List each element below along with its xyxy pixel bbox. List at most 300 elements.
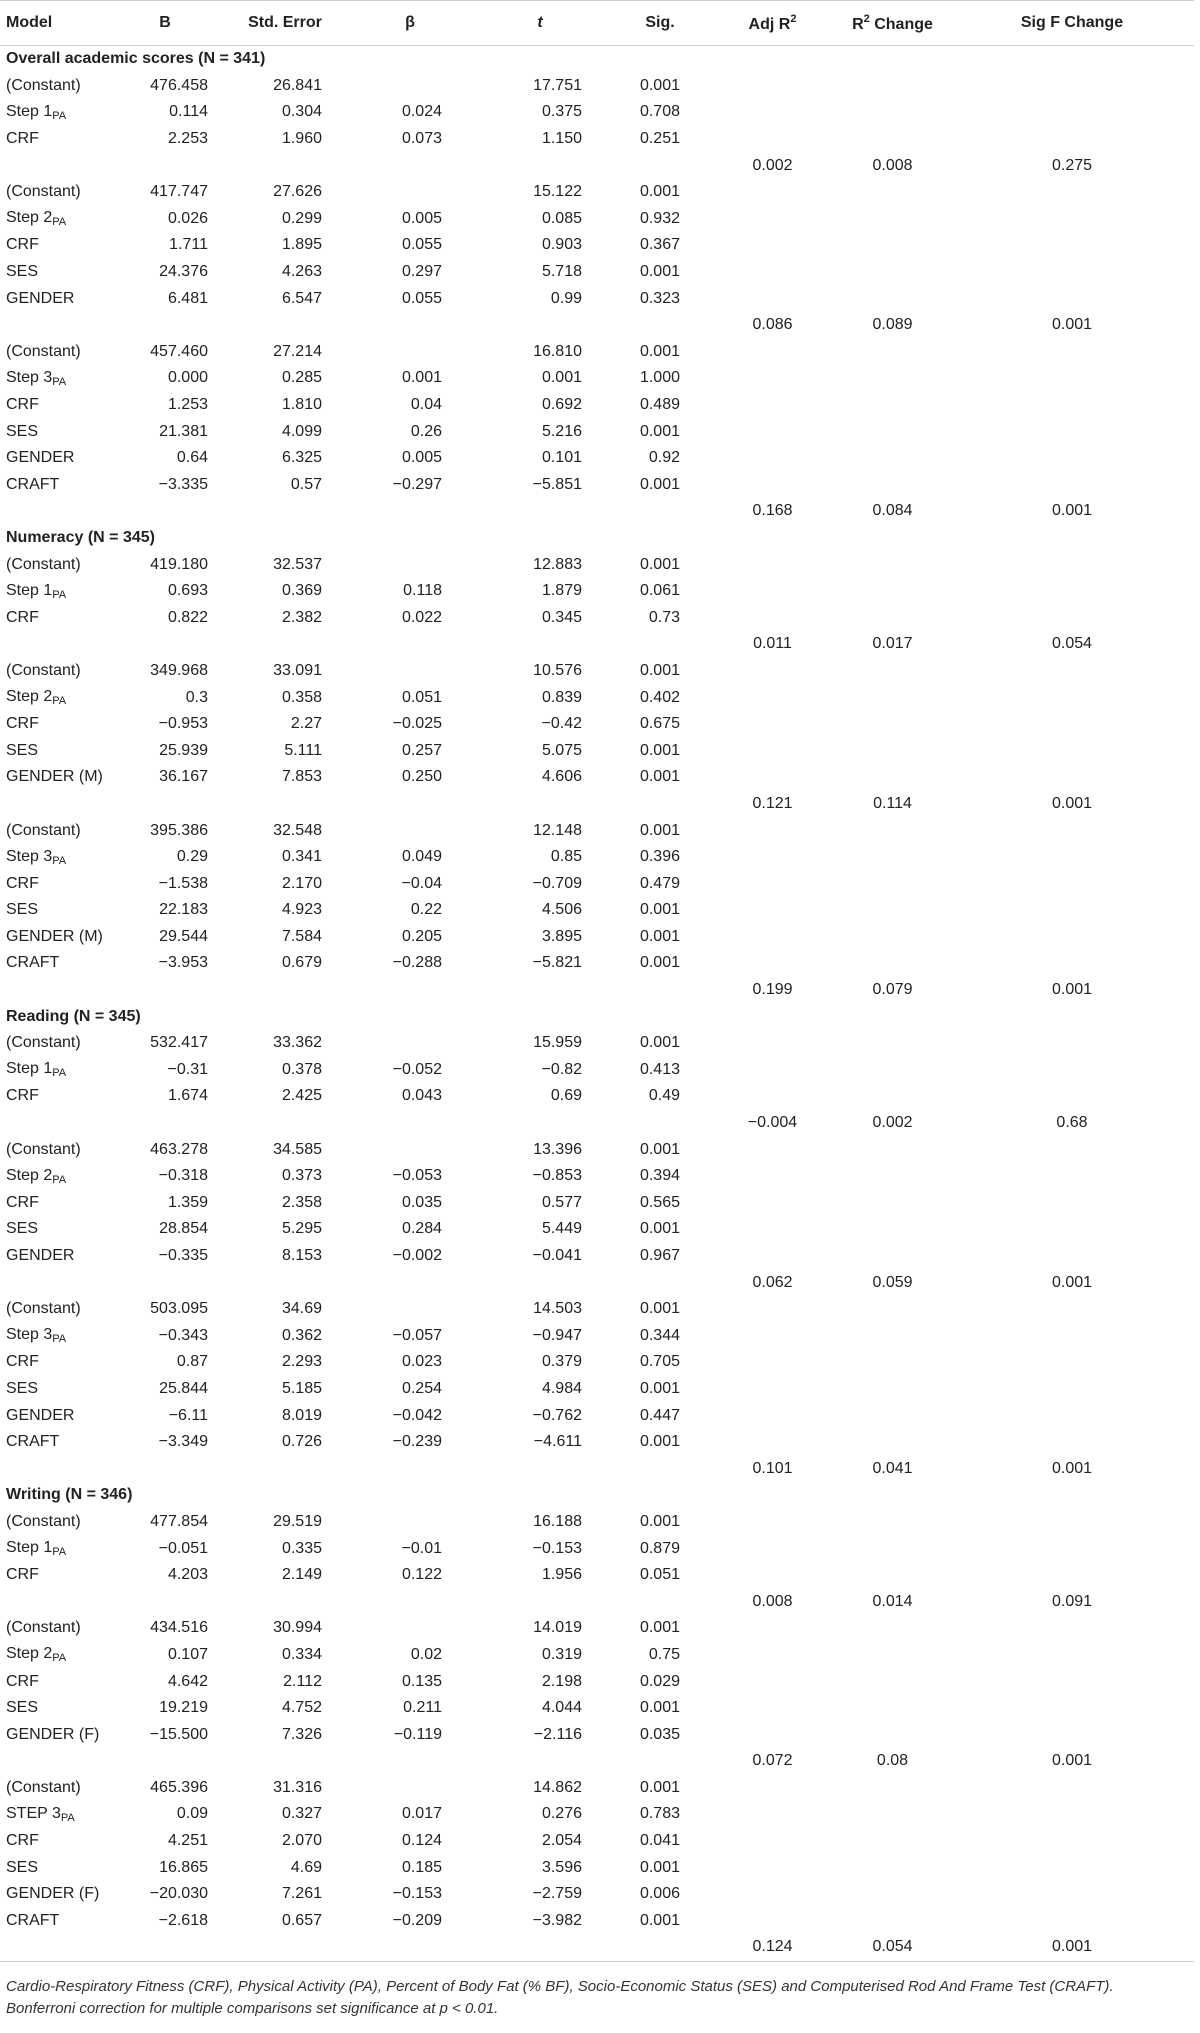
cell-b: 419.180: [150, 555, 208, 573]
table-row: [0, 99, 1194, 126]
cell-beta: 0.02: [410, 1645, 442, 1663]
cell-t: −4.611: [533, 1433, 582, 1451]
cell-empty: [710, 684, 835, 711]
cell-adj-r2: 0.124: [710, 1934, 835, 1961]
cell-b: 417.747: [150, 183, 208, 201]
cell-t: 0.001: [541, 369, 582, 387]
cell-sig: 0.001: [639, 263, 680, 281]
cell-sig: 0.001: [639, 1699, 680, 1717]
cell-empty: [950, 684, 1194, 711]
cell-b: 0.107: [167, 1645, 208, 1663]
cell-std-error: 8.019: [281, 1406, 322, 1424]
row-label: [0, 1057, 110, 1084]
row-label: [0, 737, 110, 764]
cell-sig: 0.001: [639, 183, 680, 201]
cell-beta: 0.297: [401, 263, 442, 281]
cell-std-error: 0.358: [281, 688, 322, 706]
table-row: [0, 232, 1194, 259]
cell-empty: [220, 1269, 350, 1296]
cell-sig: 0.323: [639, 289, 680, 307]
cell-empty: [835, 1402, 950, 1429]
cell-b: 1.359: [167, 1193, 208, 1211]
cell-sig: 0.489: [639, 396, 680, 414]
cell-std-error: 4.099: [281, 422, 322, 440]
cell-t: −0.709: [532, 874, 582, 892]
cell-t: −5.851: [532, 475, 582, 493]
row-label-subscript: PA: [52, 695, 67, 708]
table-row: [0, 1881, 1194, 1908]
cell-empty: [950, 764, 1194, 791]
cell-empty: [835, 737, 950, 764]
cell-std-error: 0.726: [281, 1433, 322, 1451]
cell-t: 0.345: [541, 608, 582, 626]
cell-empty: [710, 206, 835, 233]
cell-beta: 0.022: [401, 608, 442, 626]
cell-empty: [950, 206, 1194, 233]
cell-empty: [710, 551, 835, 578]
cell-empty: [950, 1030, 1194, 1057]
cell-empty: [350, 977, 470, 1004]
model-summary-row: [0, 1269, 1194, 1296]
cell-std-error: 0.373: [281, 1167, 322, 1185]
row-label: [0, 870, 110, 897]
cell-beta: 0.005: [401, 209, 442, 227]
cell-empty: [950, 259, 1194, 286]
cell-b: 1.711: [169, 236, 208, 254]
cell-empty: [710, 1136, 835, 1163]
cell-empty: [950, 1775, 1194, 1802]
row-label: [0, 1908, 110, 1935]
cell-beta: −0.297: [392, 475, 442, 493]
header-beta: β: [350, 1, 470, 46]
table-row: [0, 285, 1194, 312]
cell-t: −0.153: [532, 1539, 582, 1557]
row-label-text: Step 1: [6, 1060, 53, 1078]
cell-adj-r2: 0.101: [752, 1459, 793, 1477]
table-row: [0, 1668, 1194, 1695]
row-label-text: (Constant): [6, 555, 81, 573]
cell-empty: [220, 312, 350, 339]
cell-std-error: 0.335: [281, 1539, 322, 1557]
cell-t: 5.075: [541, 741, 582, 759]
cell-empty: [835, 1908, 950, 1935]
cell-empty: [835, 1190, 950, 1217]
cell-empty: [950, 950, 1194, 977]
cell-sig: 0.001: [639, 555, 680, 573]
cell-b: 24.376: [159, 263, 208, 281]
cell-empty: [835, 604, 950, 631]
row-label: [0, 126, 110, 153]
table-row: [0, 1642, 1194, 1669]
row-label: [0, 1429, 110, 1456]
table-row: [0, 604, 1194, 631]
cell-beta: −0.002: [392, 1247, 442, 1265]
row-label: [0, 232, 110, 259]
cell-std-error: 4.923: [281, 901, 322, 919]
cell-empty: [0, 152, 110, 179]
cell-std-error: 6.325: [281, 449, 322, 467]
table-row: [0, 1828, 1194, 1855]
cell-b: −0.335: [158, 1247, 208, 1265]
cell-sig: 0.001: [639, 741, 680, 759]
cell-b: 2.253: [167, 130, 208, 148]
model-summary-row: [0, 1748, 1194, 1775]
cell-empty: [835, 1429, 950, 1456]
row-label-text: SES: [6, 422, 39, 440]
cell-empty: [710, 126, 835, 153]
cell-empty: [710, 658, 835, 685]
cell-b: 1.253: [167, 396, 208, 414]
cell-sig: 0.001: [639, 1140, 680, 1158]
cell-b: −15.500: [149, 1725, 208, 1743]
cell-sig: 0.001: [639, 1379, 680, 1397]
row-label: [0, 897, 110, 924]
row-label: [0, 1668, 110, 1695]
cell-empty: [835, 365, 950, 392]
cell-empty: [470, 791, 610, 818]
cell-empty: [710, 1057, 835, 1084]
cell-empty: [710, 1296, 835, 1323]
cell-sig: 0.447: [639, 1406, 680, 1424]
table-row: [0, 365, 1194, 392]
table-row: [0, 551, 1194, 578]
section-row: [0, 46, 1194, 73]
model-summary-row: [0, 1588, 1194, 1615]
cell-beta: [350, 1775, 470, 1802]
cell-adj-r2: 0.086: [752, 316, 793, 334]
cell-empty: [950, 578, 1194, 605]
row-label: [0, 1190, 110, 1217]
row-label-text: Step 1: [6, 1539, 53, 1557]
cell-t: −2.116: [533, 1725, 582, 1743]
cell-t: 17.751: [533, 76, 582, 94]
cell-empty: [950, 1721, 1194, 1748]
cell-beta: [350, 658, 470, 685]
cell-t: 16.188: [533, 1512, 582, 1530]
cell-beta: 0.055: [401, 289, 442, 307]
cell-empty: [950, 392, 1194, 419]
cell-empty: [950, 126, 1194, 153]
row-label: [0, 206, 110, 233]
section-title: Overall academic scores (N = 341): [6, 50, 266, 68]
cell-empty: [835, 206, 950, 233]
cell-empty: [950, 1136, 1194, 1163]
cell-std-error: 0.334: [281, 1645, 322, 1663]
cell-sig: 0.001: [639, 954, 680, 972]
header-adj-r2: Adj $R^2$: [710, 1, 835, 46]
row-label-text: Step 3: [6, 847, 53, 865]
cell-std-error: 27.626: [273, 183, 322, 201]
section-title: Writing (N = 346): [6, 1486, 133, 1504]
table-row: [0, 1057, 1194, 1084]
cell-b: 465.396: [150, 1778, 208, 1796]
cell-beta: 0.135: [401, 1672, 442, 1690]
cell-t: 0.99: [550, 289, 582, 307]
row-label: [0, 551, 110, 578]
cell-empty: [220, 498, 350, 525]
row-label: [0, 1376, 110, 1403]
row-label-text: SES: [6, 263, 39, 281]
section-row: [0, 525, 1194, 552]
cell-empty: [835, 578, 950, 605]
cell-b: 0.693: [167, 582, 208, 600]
cell-empty: [0, 1588, 110, 1615]
cell-empty: [950, 924, 1194, 951]
row-label: [0, 1828, 110, 1855]
cell-beta: 0.284: [401, 1220, 442, 1238]
cell-beta: 0.185: [401, 1858, 442, 1876]
cell-empty: [710, 1908, 835, 1935]
row-label-subscript: PA: [52, 1067, 67, 1080]
cell-std-error: 2.112: [283, 1672, 322, 1690]
cell-empty: [710, 1668, 835, 1695]
cell-empty: [710, 817, 835, 844]
cell-b: 16.865: [159, 1858, 208, 1876]
cell-empty: [950, 1190, 1194, 1217]
cell-empty: [950, 365, 1194, 392]
cell-empty: [710, 844, 835, 871]
cell-empty: [835, 179, 950, 206]
cell-empty: [710, 179, 835, 206]
row-label-text: Step 3: [6, 1326, 53, 1344]
row-label: [0, 711, 110, 738]
row-label-text: CRF: [6, 1566, 39, 1584]
cell-t: 12.883: [533, 555, 582, 573]
table-row: [0, 1296, 1194, 1323]
cell-empty: [835, 73, 950, 100]
cell-b: 4.203: [167, 1566, 208, 1584]
section-row: [0, 1482, 1194, 1509]
row-label-text: GENDER: [6, 1406, 75, 1424]
cell-empty: [835, 684, 950, 711]
cell-sig-f-change: 0.054: [1051, 635, 1093, 653]
cell-std-error: 2.27: [290, 715, 322, 733]
cell-empty: [950, 1854, 1194, 1881]
cell-std-error: 6.547: [281, 289, 322, 307]
table-row: [0, 737, 1194, 764]
cell-sig: 0.251: [639, 130, 680, 148]
cell-empty: [110, 498, 220, 525]
table-row: [0, 1801, 1194, 1828]
cell-empty: [835, 950, 950, 977]
table-row: [0, 1402, 1194, 1429]
row-label-text: GENDER: [6, 1247, 75, 1265]
cell-empty: [710, 604, 835, 631]
cell-empty: [835, 1801, 950, 1828]
cell-empty: [710, 73, 835, 100]
row-label-text: Step 3: [6, 368, 53, 386]
cell-beta: [350, 817, 470, 844]
cell-empty: [110, 1588, 220, 1615]
cell-b: 0.114: [169, 103, 208, 121]
cell-beta: [350, 1509, 470, 1536]
cell-empty: [710, 1642, 835, 1669]
model-summary-row: [0, 631, 1194, 658]
cell-empty: [950, 1376, 1194, 1403]
cell-r2-change: 0.084: [872, 502, 913, 520]
cell-empty: [470, 1748, 610, 1775]
cell-sig-f-change: 0.001: [950, 1934, 1194, 1961]
cell-empty: [710, 1243, 835, 1270]
cell-empty: [470, 1269, 610, 1296]
row-label-text: SES: [6, 741, 39, 759]
cell-beta: −0.288: [392, 954, 442, 972]
table-row: [0, 844, 1194, 871]
cell-empty: [950, 817, 1194, 844]
cell-empty: [835, 99, 950, 126]
cell-b: 532.417: [150, 1034, 208, 1052]
cell-empty: [835, 870, 950, 897]
cell-empty: [710, 897, 835, 924]
cell-sig-f-change: 0.001: [1051, 1752, 1093, 1770]
cell-empty: [950, 472, 1194, 499]
model-summary-row: [0, 498, 1194, 525]
cell-std-error: 31.316: [273, 1778, 322, 1796]
section-row: [0, 1003, 1194, 1030]
table-row: [0, 658, 1194, 685]
cell-empty: [0, 1455, 110, 1482]
cell-beta: −0.119: [393, 1725, 442, 1743]
row-label-text: (Constant): [6, 1512, 81, 1530]
header-r2-change: $R^2$ Change: [835, 1, 950, 46]
cell-sig: 0.479: [639, 874, 680, 892]
table-row: [0, 764, 1194, 791]
cell-sig: 0.932: [639, 209, 680, 227]
cell-std-error: 2.070: [281, 1832, 322, 1850]
cell-t: 1.879: [541, 582, 582, 600]
cell-empty: [950, 1083, 1194, 1110]
cell-empty: [835, 259, 950, 286]
cell-sig: 0.001: [639, 76, 680, 94]
cell-sig: 0.001: [639, 821, 680, 839]
cell-sig-f-change: 0.001: [1051, 1459, 1093, 1477]
row-label-subscript: PA: [52, 1333, 67, 1346]
cell-std-error: 7.584: [281, 927, 322, 945]
row-label-text: (Constant): [6, 183, 81, 201]
cell-beta: 0.017: [401, 1805, 442, 1823]
cell-empty: [0, 977, 110, 1004]
cell-t: 0.839: [541, 688, 582, 706]
cell-empty: [835, 1216, 950, 1243]
cell-empty: [610, 1934, 710, 1961]
cell-empty: [835, 1881, 950, 1908]
cell-adj-r2: 0.062: [752, 1273, 793, 1291]
row-label: [0, 950, 110, 977]
cell-empty: [350, 1110, 470, 1137]
row-label: [0, 179, 110, 206]
cell-empty: [835, 1721, 950, 1748]
row-label: [0, 1721, 110, 1748]
cell-empty: [835, 1642, 950, 1669]
cell-empty: [710, 1562, 835, 1589]
cell-t: 0.577: [541, 1193, 582, 1211]
row-label-text: (Constant): [6, 76, 81, 94]
header-sig: Sig.: [610, 1, 710, 46]
cell-empty: [350, 1748, 470, 1775]
cell-beta: 0.22: [410, 901, 442, 919]
row-label-text: STEP 3: [6, 1804, 61, 1822]
table-row: [0, 1083, 1194, 1110]
cell-empty: [950, 658, 1194, 685]
cell-sig: 0.001: [639, 901, 680, 919]
cell-t: 0.379: [541, 1353, 582, 1371]
cell-empty: [350, 498, 470, 525]
row-label-subscript: PA: [52, 109, 67, 122]
cell-empty: [0, 498, 110, 525]
cell-t: −0.041: [532, 1247, 582, 1265]
cell-beta: [350, 1030, 470, 1057]
cell-empty: [835, 711, 950, 738]
row-label-text: (Constant): [6, 1619, 81, 1637]
cell-empty: [950, 1323, 1194, 1350]
cell-sig: 0.035: [639, 1725, 680, 1743]
cell-sig: 0.001: [639, 1778, 680, 1796]
cell-t: 15.122: [533, 183, 582, 201]
cell-empty: [110, 631, 220, 658]
cell-t: 16.810: [533, 342, 582, 360]
row-label-text: (Constant): [6, 342, 81, 360]
cell-empty: [470, 1110, 610, 1137]
table-row: [0, 578, 1194, 605]
cell-beta: [350, 1615, 470, 1642]
cell-adj-r2: 0.168: [752, 502, 793, 520]
cell-empty: [835, 551, 950, 578]
row-label-subscript: PA: [52, 1173, 67, 1186]
cell-sig: 0.565: [639, 1193, 680, 1211]
cell-b: 29.544: [159, 927, 208, 945]
cell-sig: 0.49: [648, 1087, 680, 1105]
cell-std-error: 32.537: [273, 555, 322, 573]
row-label-text: CRF: [6, 1193, 39, 1211]
cell-empty: [835, 1376, 950, 1403]
cell-t: 12.148: [533, 821, 582, 839]
cell-empty: [710, 339, 835, 366]
cell-beta: −0.025: [392, 715, 442, 733]
row-label: [0, 604, 110, 631]
cell-b: 21.381: [159, 422, 208, 440]
table-row: [0, 445, 1194, 472]
cell-sig: 0.006: [639, 1885, 680, 1903]
cell-beta: 0.049: [401, 848, 442, 866]
cell-empty: [110, 152, 220, 179]
cell-empty: [220, 1110, 350, 1137]
cell-adj-r2: 0.121: [752, 794, 793, 812]
row-label-text: Step 2: [6, 688, 53, 706]
table-row: [0, 206, 1194, 233]
cell-r2-change: 0.114: [873, 794, 912, 812]
row-label-text: GENDER (F): [6, 1885, 100, 1903]
cell-sig: 0.344: [639, 1326, 680, 1344]
cell-b: 0.026: [167, 209, 208, 227]
footnote-line-2: Bonferroni correction for multiple comparisons set significance at p < 0.01.: [6, 2000, 499, 2017]
row-label-text: (Constant): [6, 1140, 81, 1158]
cell-empty: [710, 1030, 835, 1057]
cell-b: −0.953: [158, 715, 208, 733]
cell-empty: [610, 1588, 710, 1615]
cell-t: −0.853: [532, 1167, 582, 1185]
cell-empty: [950, 1668, 1194, 1695]
cell-empty: [950, 1881, 1194, 1908]
row-label-subscript: PA: [52, 375, 67, 388]
table-row: [0, 1721, 1194, 1748]
cell-empty: [950, 1801, 1194, 1828]
cell-b: 22.183: [159, 901, 208, 919]
cell-r2-change: 0.054: [835, 1934, 950, 1961]
cell-empty: [710, 870, 835, 897]
cell-empty: [950, 870, 1194, 897]
cell-t: 3.596: [541, 1858, 582, 1876]
cell-t: 0.375: [541, 103, 582, 121]
